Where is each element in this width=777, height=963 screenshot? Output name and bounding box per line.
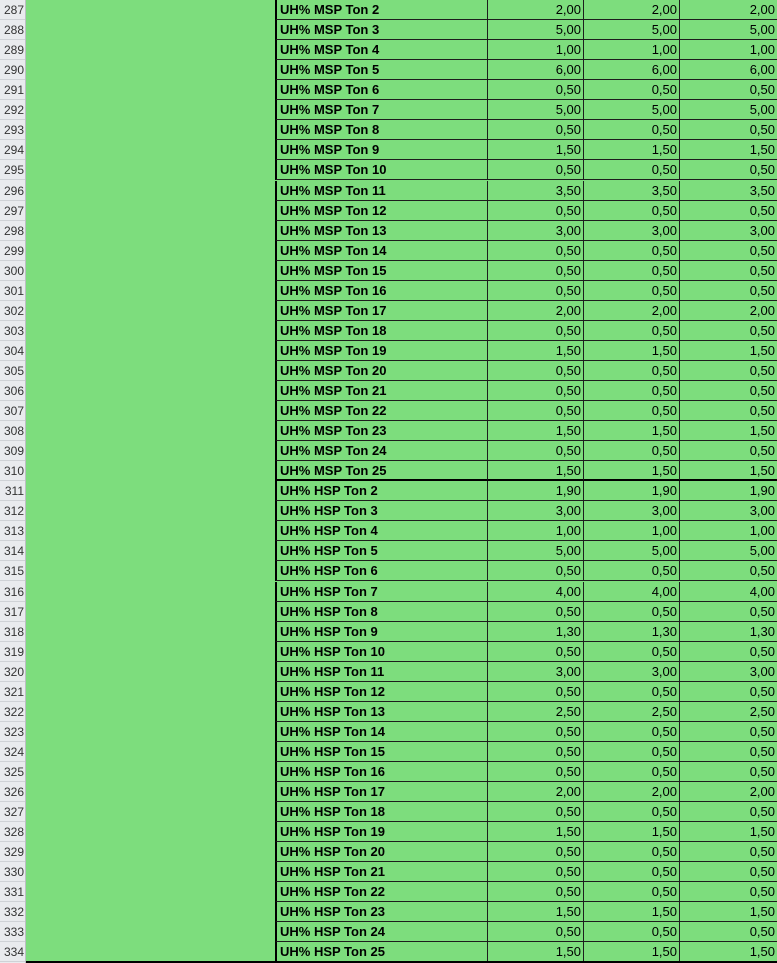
table-row [0,622,777,642]
row-number[interactable]: 312 [0,501,25,521]
row-number[interactable]: 297 [0,201,25,221]
value-cell-2[interactable]: 0,50 [584,842,680,862]
value-cell-2[interactable]: 0,50 [584,321,680,341]
row-label-cell[interactable]: UH% MSP Ton 2 [275,0,488,20]
value-cell-2[interactable]: 0,50 [584,201,680,221]
value-cell-1[interactable]: 0,50 [488,642,584,662]
value-cell-3[interactable]: 1,50 [680,341,777,361]
row-label-cell[interactable]: UH% HSP Ton 10 [275,642,488,662]
row-number[interactable]: 321 [0,682,25,702]
value-cell-3[interactable]: 1,00 [680,40,777,60]
value-cell-2[interactable]: 1,30 [584,622,680,642]
row-number[interactable]: 290 [0,60,25,80]
value-cell-2[interactable]: 5,00 [584,20,680,40]
value-cell-3[interactable]: 0,50 [680,401,777,421]
value-cell-1[interactable]: 1,50 [488,461,584,481]
row-label-cell[interactable]: UH% MSP Ton 4 [275,40,488,60]
row-number[interactable]: 329 [0,842,25,862]
row-label-cell[interactable]: UH% HSP Ton 17 [275,782,488,802]
table-row [0,181,777,201]
table-row [0,160,777,180]
value-cell-2[interactable]: 4,00 [584,582,680,602]
value-cell-1[interactable]: 5,00 [488,541,584,561]
row-number[interactable]: 296 [0,181,25,201]
row-number[interactable]: 302 [0,301,25,321]
value-cell-3[interactable]: 1,50 [680,942,777,962]
value-cell-3[interactable]: 0,50 [680,441,777,461]
row-number[interactable]: 313 [0,521,25,541]
value-cell-2[interactable]: 6,00 [584,60,680,80]
table-row [0,722,777,742]
row-label-cell[interactable]: UH% HSP Ton 7 [275,582,488,602]
value-cell-1[interactable]: 0,50 [488,160,584,180]
value-cell-1[interactable]: 0,50 [488,120,584,140]
table-row [0,882,777,902]
value-cell-1[interactable]: 1,50 [488,902,584,922]
row-label-cell[interactable]: UH% HSP Ton 8 [275,602,488,622]
row-label-cell[interactable]: UH% MSP Ton 16 [275,281,488,301]
table-row [0,922,777,942]
row-label-cell[interactable]: UH% HSP Ton 25 [275,942,488,962]
table-row [0,642,777,662]
row-label-cell[interactable]: UH% MSP Ton 21 [275,381,488,401]
table-row [0,241,777,261]
row-number[interactable]: 331 [0,882,25,902]
row-label-cell[interactable]: UH% HSP Ton 24 [275,922,488,942]
value-cell-2[interactable]: 2,50 [584,702,680,722]
value-cell-3[interactable]: 3,50 [680,181,777,201]
row-number[interactable]: 317 [0,602,25,622]
row-number[interactable]: 318 [0,622,25,642]
table-row [0,521,777,541]
value-cell-2[interactable]: 3,00 [584,501,680,521]
value-cell-1[interactable]: 1,50 [488,942,584,962]
row-label-cell[interactable]: UH% HSP Ton 18 [275,802,488,822]
row-label-cell[interactable]: UH% HSP Ton 4 [275,521,488,541]
row-label-cell[interactable]: UH% MSP Ton 8 [275,120,488,140]
value-cell-3[interactable]: 0,50 [680,862,777,882]
value-cell-2[interactable]: 0,50 [584,381,680,401]
value-cell-2[interactable]: 1,50 [584,341,680,361]
value-cell-2[interactable]: 0,50 [584,261,680,281]
row-number[interactable]: 322 [0,702,25,722]
table-row [0,361,777,381]
value-cell-1[interactable]: 2,00 [488,0,584,20]
value-cell-1[interactable]: 0,50 [488,381,584,401]
row-label-cell[interactable]: UH% HSP Ton 19 [275,822,488,842]
value-cell-3[interactable]: 1,50 [680,461,777,481]
value-cell-2[interactable]: 0,50 [584,862,680,882]
value-cell-3[interactable]: 1,50 [680,421,777,441]
row-label-cell[interactable]: UH% MSP Ton 19 [275,341,488,361]
value-cell-1[interactable]: 3,00 [488,501,584,521]
value-cell-1[interactable]: 0,50 [488,802,584,822]
value-cell-1[interactable]: 0,50 [488,561,584,581]
value-cell-3[interactable]: 0,50 [680,361,777,381]
row-label-cell[interactable]: UH% HSP Ton 5 [275,541,488,561]
value-cell-1[interactable]: 0,50 [488,682,584,702]
value-cell-1[interactable]: 0,50 [488,441,584,461]
value-cell-2[interactable]: 0,50 [584,441,680,461]
table-row [0,902,777,922]
table-row [0,281,777,301]
table-row [0,301,777,321]
value-cell-3[interactable]: 0,50 [680,762,777,782]
row-number[interactable]: 319 [0,642,25,662]
row-number[interactable]: 320 [0,662,25,682]
row-label-cell[interactable]: UH% MSP Ton 6 [275,80,488,100]
value-cell-2[interactable]: 0,50 [584,80,680,100]
value-cell-3[interactable]: 2,00 [680,301,777,321]
row-label-cell[interactable]: UH% MSP Ton 17 [275,301,488,321]
value-cell-3[interactable]: 0,50 [680,802,777,822]
row-label-cell[interactable]: UH% MSP Ton 23 [275,421,488,441]
row-label-cell[interactable]: UH% MSP Ton 12 [275,201,488,221]
table-row [0,100,777,120]
value-cell-2[interactable]: 1,50 [584,461,680,481]
value-cell-1[interactable]: 5,00 [488,20,584,40]
value-cell-2[interactable]: 0,50 [584,722,680,742]
value-cell-2[interactable]: 0,50 [584,922,680,942]
row-number[interactable]: 307 [0,401,25,421]
row-number[interactable]: 314 [0,541,25,561]
value-cell-3[interactable]: 0,50 [680,80,777,100]
value-cell-1[interactable]: 2,00 [488,782,584,802]
row-label-cell[interactable]: UH% HSP Ton 11 [275,662,488,682]
value-cell-2[interactable]: 1,50 [584,140,680,160]
value-cell-1[interactable]: 1,00 [488,40,584,60]
table-row [0,802,777,822]
value-cell-1[interactable]: 0,50 [488,281,584,301]
value-cell-2[interactable]: 3,50 [584,181,680,201]
row-number[interactable]: 308 [0,421,25,441]
table-row [0,261,777,281]
row-number[interactable]: 309 [0,441,25,461]
row-label-cell[interactable]: UH% HSP Ton 22 [275,882,488,902]
value-cell-1[interactable]: 1,00 [488,521,584,541]
value-cell-1[interactable]: 1,50 [488,822,584,842]
value-cell-3[interactable]: 1,00 [680,521,777,541]
value-cell-1[interactable]: 1,30 [488,622,584,642]
table-row [0,0,777,20]
value-cell-1[interactable]: 0,50 [488,862,584,882]
row-number[interactable]: 295 [0,160,25,180]
table-row [0,341,777,361]
row-label-cell[interactable]: UH% HSP Ton 6 [275,561,488,581]
value-cell-3[interactable]: 0,50 [680,682,777,702]
value-cell-2[interactable]: 0,50 [584,561,680,581]
value-cell-2[interactable]: 0,50 [584,361,680,381]
value-cell-2[interactable]: 0,50 [584,401,680,421]
value-cell-2[interactable]: 0,50 [584,281,680,301]
value-cell-3[interactable]: 0,50 [680,742,777,762]
row-label-cell[interactable]: UH% MSP Ton 3 [275,20,488,40]
value-cell-3[interactable]: 2,00 [680,782,777,802]
row-number[interactable]: 316 [0,582,25,602]
table-row [0,842,777,862]
value-cell-3[interactable]: 0,50 [680,922,777,942]
row-number[interactable]: 315 [0,561,25,581]
value-cell-3[interactable]: 2,00 [680,0,777,20]
value-cell-1[interactable]: 6,00 [488,60,584,80]
value-cell-3[interactable]: 0,50 [680,261,777,281]
table-row [0,401,777,421]
row-number[interactable]: 327 [0,802,25,822]
row-number[interactable]: 332 [0,902,25,922]
row-number[interactable]: 287 [0,0,25,20]
row-label-cell[interactable]: UH% HSP Ton 16 [275,762,488,782]
row-label-cell[interactable]: UH% MSP Ton 9 [275,140,488,160]
value-cell-3[interactable]: 0,50 [680,120,777,140]
table-row [0,140,777,160]
row-number[interactable]: 291 [0,80,25,100]
row-label-cell[interactable]: UH% MSP Ton 5 [275,60,488,80]
row-label-cell[interactable]: UH% MSP Ton 7 [275,100,488,120]
table-row [0,80,777,100]
table-row [0,541,777,561]
table-row [0,862,777,882]
value-cell-3[interactable]: 0,50 [680,642,777,662]
value-cell-2[interactable]: 1,90 [584,481,680,501]
value-cell-1[interactable]: 2,00 [488,301,584,321]
table-row [0,60,777,80]
value-cell-1[interactable]: 5,00 [488,100,584,120]
table-row [0,201,777,221]
row-number[interactable]: 330 [0,862,25,882]
value-cell-1[interactable]: 0,50 [488,241,584,261]
row-number[interactable]: 289 [0,40,25,60]
value-cell-1[interactable]: 0,50 [488,80,584,100]
value-cell-1[interactable]: 2,50 [488,702,584,722]
row-number[interactable]: 301 [0,281,25,301]
row-label-cell[interactable]: UH% MSP Ton 24 [275,441,488,461]
value-cell-3[interactable]: 0,50 [680,160,777,180]
value-cell-3[interactable]: 5,00 [680,541,777,561]
row-number[interactable]: 328 [0,822,25,842]
value-cell-1[interactable]: 1,90 [488,481,584,501]
row-number[interactable]: 288 [0,20,25,40]
value-cell-2[interactable]: 0,50 [584,882,680,902]
table-row [0,762,777,782]
table-row [0,822,777,842]
value-cell-3[interactable]: 3,00 [680,501,777,521]
value-cell-1[interactable]: 0,50 [488,922,584,942]
table-row [0,461,777,481]
row-label-cell[interactable]: UH% MSP Ton 10 [275,160,488,180]
value-cell-3[interactable]: 0,50 [680,842,777,862]
row-label-cell[interactable]: UH% MSP Ton 15 [275,261,488,281]
value-cell-2[interactable]: 0,50 [584,120,680,140]
value-cell-3[interactable]: 0,50 [680,561,777,581]
row-number[interactable]: 323 [0,722,25,742]
value-cell-3[interactable]: 0,50 [680,722,777,742]
table-row [0,682,777,702]
row-number[interactable]: 324 [0,742,25,762]
value-cell-2[interactable]: 0,50 [584,802,680,822]
value-cell-3[interactable]: 4,00 [680,582,777,602]
value-cell-2[interactable]: 5,00 [584,541,680,561]
row-label-cell[interactable]: UH% MSP Ton 11 [275,181,488,201]
value-cell-2[interactable]: 0,50 [584,160,680,180]
row-label-cell[interactable]: UH% HSP Ton 13 [275,702,488,722]
value-cell-3[interactable]: 5,00 [680,20,777,40]
row-label-cell[interactable]: UH% HSP Ton 12 [275,682,488,702]
value-cell-3[interactable]: 0,50 [680,321,777,341]
value-cell-1[interactable]: 0,50 [488,602,584,622]
value-cell-2[interactable]: 3,00 [584,662,680,682]
table-row [0,602,777,622]
value-cell-2[interactable]: 2,00 [584,0,680,20]
value-cell-2[interactable]: 1,50 [584,942,680,962]
value-cell-3[interactable]: 1,50 [680,902,777,922]
value-cell-1[interactable]: 0,50 [488,261,584,281]
value-cell-3[interactable]: 0,50 [680,602,777,622]
row-number[interactable]: 304 [0,341,25,361]
value-cell-2[interactable]: 1,50 [584,902,680,922]
table-row [0,742,777,762]
value-cell-2[interactable]: 1,00 [584,521,680,541]
table-row [0,221,777,241]
value-cell-2[interactable]: 0,50 [584,742,680,762]
value-cell-2[interactable]: 0,50 [584,762,680,782]
value-cell-1[interactable]: 1,50 [488,421,584,441]
value-cell-2[interactable]: 0,50 [584,241,680,261]
value-cell-1[interactable]: 0,50 [488,742,584,762]
row-number[interactable]: 298 [0,221,25,241]
value-cell-3[interactable]: 1,50 [680,822,777,842]
row-number[interactable]: 310 [0,461,25,481]
row-number[interactable]: 333 [0,922,25,942]
value-cell-1[interactable]: 0,50 [488,361,584,381]
row-label-cell[interactable]: UH% HSP Ton 14 [275,722,488,742]
row-label-cell[interactable]: UH% MSP Ton 18 [275,321,488,341]
row-number[interactable]: 325 [0,762,25,782]
value-cell-3[interactable]: 0,50 [680,381,777,401]
row-label-cell[interactable]: UH% MSP Ton 14 [275,241,488,261]
value-cell-1[interactable]: 0,50 [488,401,584,421]
value-cell-1[interactable]: 4,00 [488,582,584,602]
table-row [0,381,777,401]
table-row [0,40,777,60]
value-cell-3[interactable]: 1,30 [680,622,777,642]
value-cell-3[interactable]: 6,00 [680,60,777,80]
value-cell-3[interactable]: 0,50 [680,201,777,221]
table-row [0,561,777,581]
value-cell-1[interactable]: 0,50 [488,722,584,742]
value-cell-1[interactable]: 0,50 [488,201,584,221]
value-cell-2[interactable]: 1,50 [584,421,680,441]
table-row [0,120,777,140]
value-cell-1[interactable]: 0,50 [488,762,584,782]
row-label-cell[interactable]: UH% MSP Ton 20 [275,361,488,381]
value-cell-3[interactable]: 0,50 [680,882,777,902]
row-label-cell[interactable]: UH% HSP Ton 23 [275,902,488,922]
row-number[interactable]: 293 [0,120,25,140]
value-cell-3[interactable]: 5,00 [680,100,777,120]
row-number[interactable]: 311 [0,481,25,501]
row-number[interactable]: 334 [0,942,25,962]
table-row [0,421,777,441]
row-number[interactable]: 292 [0,100,25,120]
row-label-cell[interactable]: UH% MSP Ton 22 [275,401,488,421]
value-cell-2[interactable]: 1,50 [584,822,680,842]
row-number[interactable]: 326 [0,782,25,802]
table-row [0,942,777,962]
row-number[interactable]: 306 [0,381,25,401]
value-cell-1[interactable]: 1,50 [488,341,584,361]
value-cell-1[interactable]: 3,00 [488,662,584,682]
value-cell-2[interactable]: 0,50 [584,642,680,662]
row-label-cell[interactable]: UH% HSP Ton 2 [275,481,488,501]
value-cell-1[interactable]: 3,50 [488,181,584,201]
value-cell-2[interactable]: 0,50 [584,602,680,622]
value-cell-2[interactable]: 1,00 [584,40,680,60]
value-cell-1[interactable]: 0,50 [488,882,584,902]
value-cell-3[interactable]: 1,90 [680,481,777,501]
value-cell-1[interactable]: 0,50 [488,321,584,341]
row-number[interactable]: 300 [0,261,25,281]
value-cell-2[interactable]: 5,00 [584,100,680,120]
table-row [0,582,777,602]
value-cell-3[interactable]: 0,50 [680,281,777,301]
value-cell-3[interactable]: 2,50 [680,702,777,722]
table-row [0,662,777,682]
row-number[interactable]: 299 [0,241,25,261]
row-label-cell[interactable]: UH% HSP Ton 21 [275,862,488,882]
value-cell-2[interactable]: 0,50 [584,682,680,702]
table-row [0,441,777,461]
table-row [0,321,777,341]
value-cell-3[interactable]: 1,50 [680,140,777,160]
row-number[interactable]: 303 [0,321,25,341]
row-label-cell[interactable]: UH% MSP Ton 25 [275,461,488,481]
table-row [0,782,777,802]
row-number[interactable]: 294 [0,140,25,160]
value-cell-3[interactable]: 3,00 [680,662,777,682]
table-row [0,481,777,501]
value-cell-1[interactable]: 1,50 [488,140,584,160]
row-label-cell[interactable]: UH% HSP Ton 15 [275,742,488,762]
row-label-cell[interactable]: UH% MSP Ton 13 [275,221,488,241]
row-label-cell[interactable]: UH% HSP Ton 9 [275,622,488,642]
value-cell-2[interactable]: 3,00 [584,221,680,241]
value-cell-3[interactable]: 3,00 [680,221,777,241]
value-cell-1[interactable]: 3,00 [488,221,584,241]
row-label-cell[interactable]: UH% HSP Ton 20 [275,842,488,862]
value-cell-3[interactable]: 0,50 [680,241,777,261]
table-row [0,20,777,40]
value-cell-2[interactable]: 2,00 [584,782,680,802]
table-row [0,702,777,722]
row-label-cell[interactable]: UH% HSP Ton 3 [275,501,488,521]
value-cell-2[interactable]: 2,00 [584,301,680,321]
value-cell-1[interactable]: 0,50 [488,842,584,862]
table-row [0,501,777,521]
row-number[interactable]: 305 [0,361,25,381]
